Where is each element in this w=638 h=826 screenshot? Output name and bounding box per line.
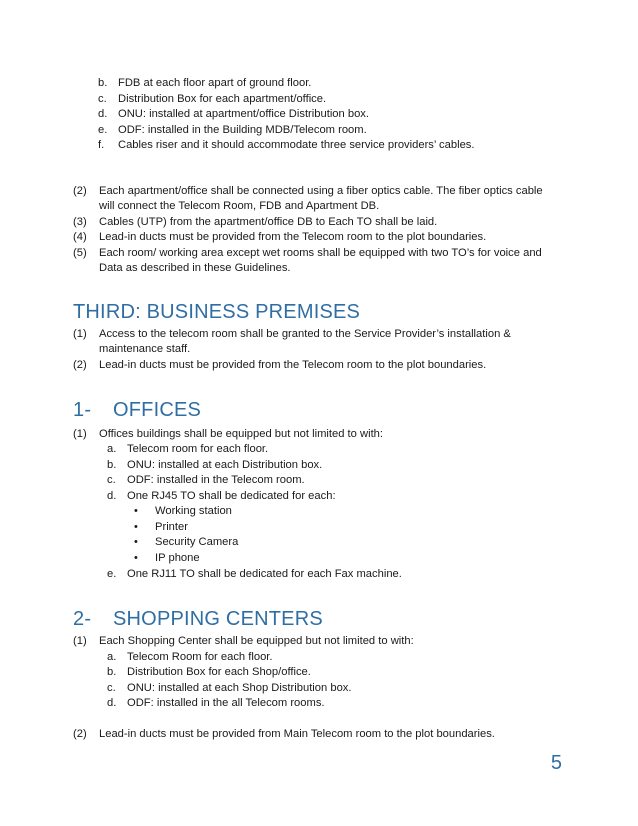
list-item: Telecom Room for each floor. xyxy=(127,651,273,663)
bullet-icon: • xyxy=(134,552,138,564)
list-item: ODF: installed in the Building MDB/Telecom room. xyxy=(118,124,367,136)
list-item: Distribution Box for each apartment/office. xyxy=(118,93,327,105)
list-item: Lead-in ducts must be provided from Main Telecom room to the plot boundaries. xyxy=(99,728,495,740)
list-marker: c. xyxy=(98,93,107,105)
list-marker: (4) xyxy=(73,231,87,243)
list-item: ONU: installed at each Distribution box. xyxy=(127,459,323,471)
section-heading-shopping xyxy=(73,607,323,631)
list-item-continuation: will connect the Telecom Room, FDB and Apartment DB. xyxy=(99,200,380,212)
list-item: ONU: installed at apartment/office Distribution box. xyxy=(118,108,370,120)
list-marker: e. xyxy=(107,568,117,580)
list-item: Access to the telecom room shall be granted to the Service Provider’s installation & xyxy=(99,328,511,340)
list-marker: (1) xyxy=(73,635,87,647)
list-marker: c. xyxy=(107,682,116,694)
heading-text: SHOPPING CENTERS xyxy=(113,608,323,630)
list-item: Cables riser and it should accommodate three service providers’ cables. xyxy=(118,139,475,151)
list-marker: (2) xyxy=(73,185,87,197)
list-marker: (2) xyxy=(73,359,87,371)
list-item: Each Shopping Center shall be equipped but not limited to with: xyxy=(99,635,414,647)
bullet-item: Working station xyxy=(155,505,232,517)
list-marker: (5) xyxy=(73,247,87,259)
bullet-item: IP phone xyxy=(155,552,200,564)
list-item: One RJ11 TO shall be dedicated for each Fax machine. xyxy=(127,568,402,580)
bullet-icon: • xyxy=(134,536,138,548)
list-item: One RJ45 TO shall be dedicated for each: xyxy=(127,490,336,502)
list-item: Cables (UTP) from the apartment/office DB to Each TO shall be laid. xyxy=(99,216,438,228)
list-item: ODF: installed in the all Telecom rooms. xyxy=(127,697,325,709)
list-item: Telecom room for each floor. xyxy=(127,443,269,455)
list-marker: (2) xyxy=(73,728,87,740)
list-marker: a. xyxy=(107,651,117,663)
list-marker: b. xyxy=(98,77,108,89)
list-marker: f. xyxy=(98,139,105,151)
heading-number: 1- xyxy=(73,399,92,421)
list-item: ODF: installed in the Telecom room. xyxy=(127,474,305,486)
list-marker: d. xyxy=(107,697,117,709)
page-number: 5 xyxy=(550,752,562,774)
section-heading-business: THIRD: BUSINESS PREMISES xyxy=(73,301,361,323)
bullet-item: Printer xyxy=(155,521,188,533)
list-item: Distribution Box for each Shop/office. xyxy=(127,666,311,678)
list-marker: a. xyxy=(107,443,117,455)
list-item: Each apartment/office shall be connected using a fiber optics cable. The fiber optics cable xyxy=(99,185,543,197)
list-marker: (1) xyxy=(73,428,87,440)
list-marker: d. xyxy=(98,108,108,120)
section-heading-offices xyxy=(73,398,201,422)
bullet-icon: • xyxy=(134,505,138,517)
list-marker: b. xyxy=(107,459,117,471)
list-marker: (1) xyxy=(73,328,87,340)
list-item: FDB at each floor apart of ground floor. xyxy=(118,77,312,89)
list-marker: e. xyxy=(98,124,108,136)
list-marker: b. xyxy=(107,666,117,678)
list-item-continuation: Data as described in these Guidelines. xyxy=(99,262,291,274)
list-item: Lead-in ducts must be provided from the Telecom room to the plot boundaries. xyxy=(99,359,487,371)
bullet-icon: • xyxy=(134,521,138,533)
list-item: Each room/ working area except wet rooms shall be equipped with two TO’s for voice and xyxy=(99,247,542,259)
list-marker: (3) xyxy=(73,216,87,228)
list-item-continuation: maintenance staff. xyxy=(99,343,191,355)
list-item: ONU: installed at each Shop Distribution box. xyxy=(127,682,352,694)
list-marker: d. xyxy=(107,490,117,502)
list-item: Lead-in ducts must be provided from the Telecom room to the plot boundaries. xyxy=(99,231,487,243)
heading-text: OFFICES xyxy=(113,399,202,421)
list-item: Offices buildings shall be equipped but not limited to with: xyxy=(99,428,384,440)
list-marker: c. xyxy=(107,474,116,486)
bullet-item: Security Camera xyxy=(155,536,239,548)
heading-number: 2- xyxy=(73,608,92,630)
